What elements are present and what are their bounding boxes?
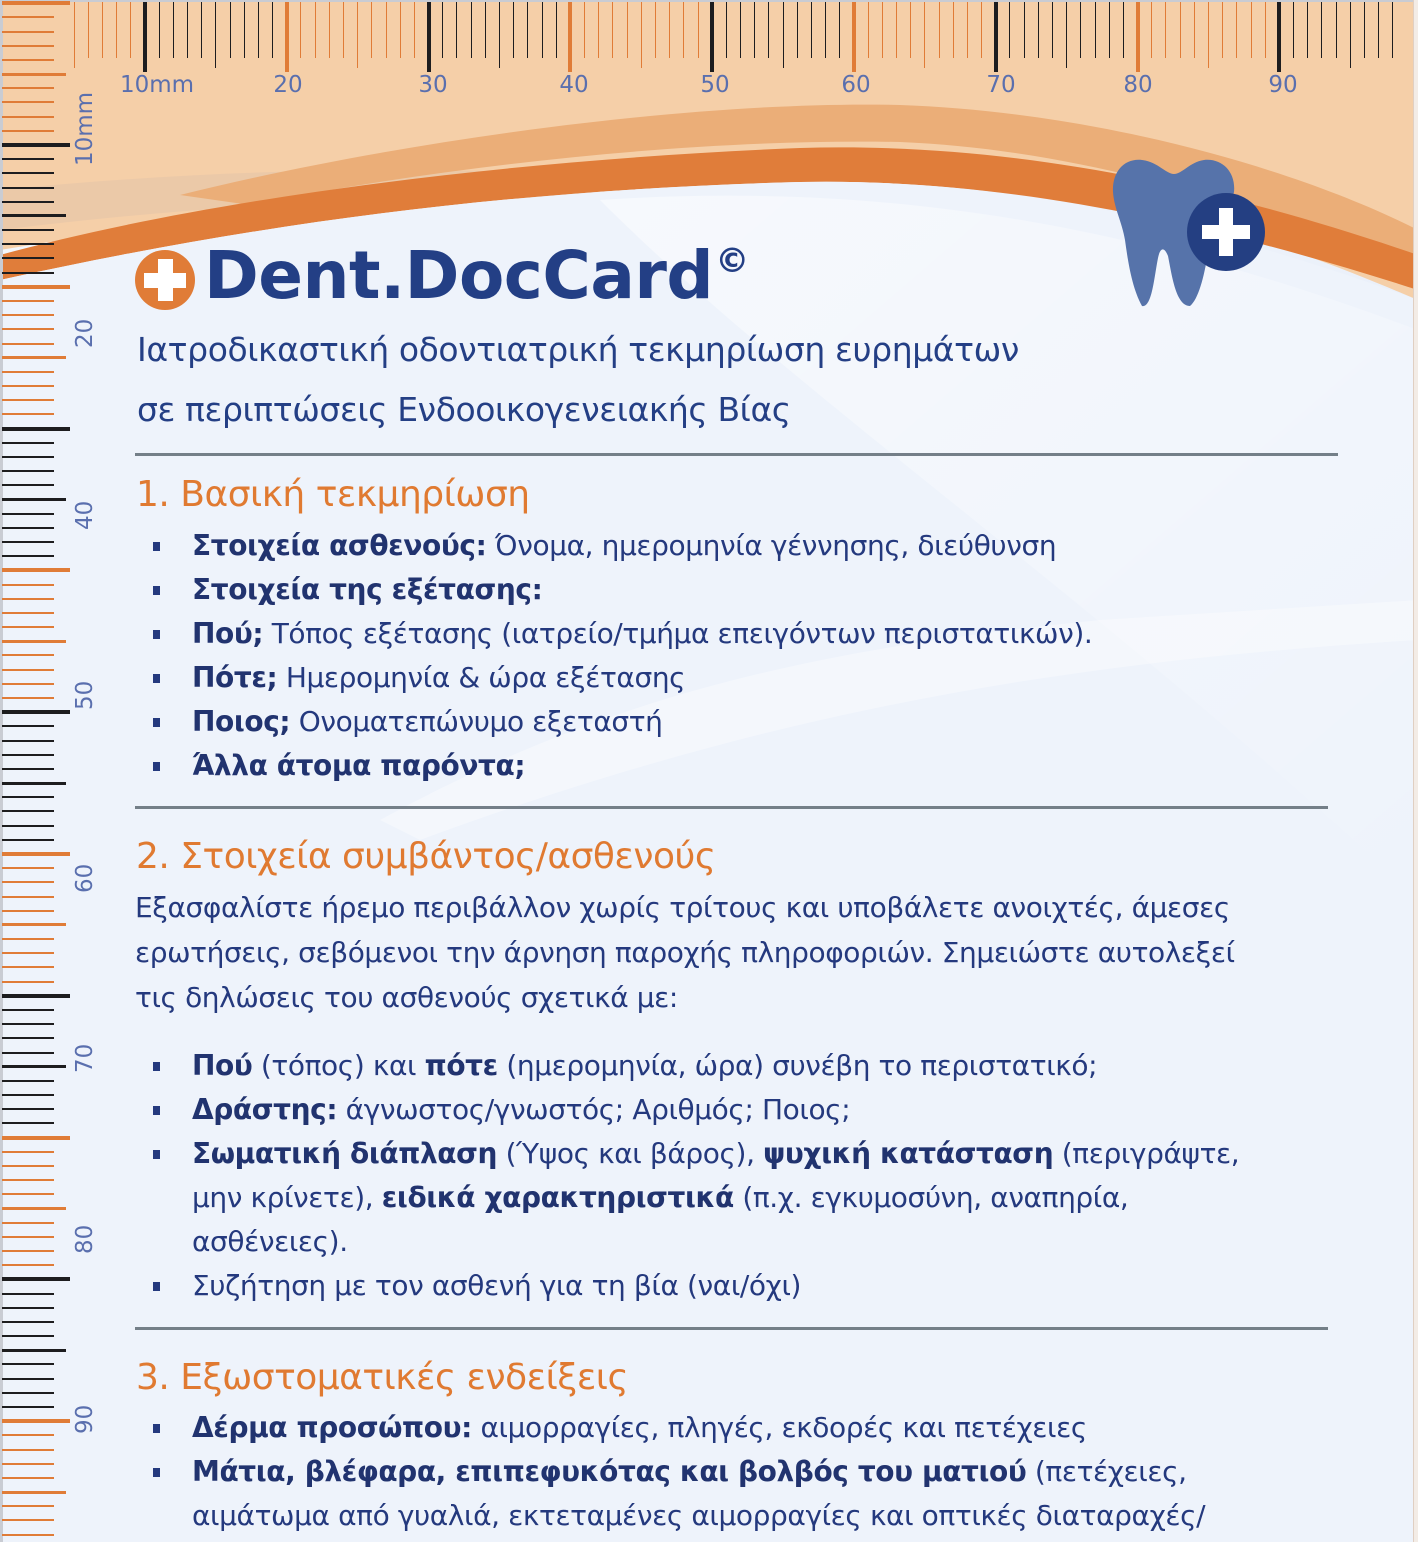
ruler-tick — [2, 825, 54, 827]
bullet-icon — [153, 630, 160, 639]
ruler-tick — [726, 2, 727, 58]
ruler-tick — [1222, 2, 1223, 58]
ruler-tick — [2, 59, 54, 61]
ruler-tick — [924, 2, 925, 68]
ruler-tick — [2, 130, 54, 132]
ruler-tick — [568, 2, 572, 72]
ruler-tick — [2, 484, 54, 486]
ruler-tick — [2, 101, 54, 103]
item-label: Πού; — [192, 617, 264, 650]
ruler-tick — [2, 923, 66, 926]
item-label: Πότε; — [192, 661, 278, 694]
ruler-tick — [2, 1392, 54, 1394]
ruler-tick — [2, 314, 54, 316]
ruler-tick — [2, 371, 54, 373]
ruler-tick — [2, 45, 54, 47]
ruler-tick — [981, 2, 982, 58]
ruler-tick — [584, 2, 585, 58]
item-text: Τόπος εξέτασης (ιατρείο/τμήμα επειγόντων περιστατικών). — [263, 617, 1093, 650]
ruler-tick — [2, 1449, 54, 1451]
ruler-tick — [499, 2, 500, 68]
page-left-border — [0, 0, 3, 1542]
ruler-tick — [471, 2, 472, 58]
ruler-label: 80 — [1123, 72, 1153, 98]
ruler-tick — [2, 1052, 54, 1054]
ruler-tick — [2, 158, 54, 160]
ruler-tick — [2, 1519, 54, 1521]
ruler-tick — [2, 966, 54, 968]
ruler-tick — [1180, 2, 1181, 58]
ruler-tick — [698, 2, 699, 58]
ruler-tick — [88, 2, 89, 58]
ruler-tick — [2, 442, 54, 444]
ruler-label: 60 — [841, 72, 871, 98]
ruler-tick — [953, 2, 954, 58]
separator-2 — [135, 806, 1328, 809]
ruler-tick — [669, 2, 670, 58]
ruler-tick — [2, 1349, 66, 1352]
ruler-tick — [2, 796, 54, 798]
item-text: (ημερομηνία, ώρα) συνέβη το περιστατικό; — [497, 1049, 1098, 1082]
ruler-tick — [300, 2, 301, 58]
ruler-tick — [2, 981, 54, 983]
ruler-label: 50 — [72, 680, 98, 710]
ruler-tick — [1321, 2, 1322, 58]
ruler-tick — [1208, 2, 1209, 68]
list-item — [150, 1264, 1239, 1308]
ruler-tick — [2, 541, 54, 543]
item-label: ψυχική κατάσταση — [763, 1137, 1054, 1170]
ruler-tick — [825, 2, 826, 58]
bullet-icon — [153, 762, 160, 771]
section-3-list — [150, 1406, 1205, 1538]
ruler-tick — [1236, 2, 1237, 58]
ruler-tick — [627, 2, 628, 58]
ruler-tick — [768, 2, 769, 58]
ruler-tick — [315, 2, 316, 58]
ruler-tick — [244, 2, 245, 58]
item-label: Άλλα άτομα παρόντα; — [192, 749, 526, 782]
ruler-tick — [187, 2, 188, 58]
ruler-tick — [258, 2, 259, 58]
ruler-tick — [272, 2, 273, 58]
ruler-tick — [2, 1250, 54, 1252]
ruler-tick — [2, 1009, 54, 1011]
ruler-tick — [1080, 2, 1081, 58]
ruler-tick — [2, 584, 54, 586]
ruler-tick — [1336, 2, 1337, 58]
ruler-tick — [400, 2, 401, 58]
bullet-icon — [153, 1062, 160, 1071]
ruler-tick — [2, 1321, 54, 1323]
ruler-label: 90 — [1268, 72, 1298, 98]
ruler-tick — [527, 2, 528, 58]
bullet-icon — [153, 1282, 160, 1291]
item-text: (περιγράψτε, — [1053, 1137, 1240, 1170]
section-2-title: 2. Στοιχεία συμβάντος/ασθενούς — [136, 836, 716, 877]
item-label: Σωματική διάπλαση — [192, 1137, 498, 1170]
ruler-label: 40 — [559, 72, 589, 98]
paragraph-line: τις δηλώσεις του ασθενούς σχετικά με: — [135, 981, 678, 1014]
ruler-tick — [2, 1037, 54, 1039]
ruler-tick — [159, 2, 160, 58]
list-item — [150, 744, 1092, 788]
ruler-tick — [2, 1434, 54, 1436]
ruler-label: 10mm — [119, 72, 195, 98]
ruler-tick — [2, 31, 54, 33]
ruler-tick — [2, 1136, 70, 1140]
ruler-tick — [2, 1193, 54, 1195]
item-text: Συζήτηση με τον ασθενή για τη βία (ναι/όχι) — [192, 1269, 802, 1302]
ruler-tick — [967, 2, 968, 58]
ruler-tick — [230, 2, 231, 58]
ruler-tick — [2, 1179, 54, 1181]
ruler-tick — [285, 2, 289, 72]
ruler-tick — [1151, 2, 1152, 58]
bullet-icon — [153, 1468, 160, 1477]
page-right-border — [1413, 0, 1418, 1542]
ruler-tick — [2, 300, 54, 302]
ruler-tick — [2, 1165, 54, 1167]
ruler-tick — [2, 669, 54, 671]
ruler-tick — [2, 654, 54, 656]
ruler-tick — [1307, 2, 1308, 58]
ruler-tick — [2, 725, 54, 727]
section-2-paragraph — [135, 885, 1235, 1020]
ruler-tick — [2, 1108, 54, 1110]
bullet-icon — [153, 1150, 160, 1159]
item-text: άγνωστος/γνωστός; Αριθμός; Ποιος; — [337, 1093, 851, 1126]
ruler-tick — [2, 172, 54, 174]
ruler-tick — [754, 2, 755, 58]
separator-3 — [135, 1327, 1328, 1330]
ruler-tick — [143, 2, 147, 72]
ruler-tick — [130, 2, 131, 58]
ruler-tick — [2, 328, 54, 330]
ruler-label: 20 — [72, 318, 98, 348]
paragraph-line: Εξασφαλίστε ήρεμο περιβάλλον χωρίς τρίτους και υποβάλετε ανοιχτές, άμεσες — [135, 891, 1230, 924]
list-item — [150, 612, 1092, 656]
item-label: Δράστης: — [192, 1093, 338, 1126]
ruler-tick — [852, 2, 856, 72]
ruler-tick — [1293, 2, 1294, 58]
list-item — [150, 656, 1092, 700]
ruler-tick — [2, 1534, 54, 1536]
ruler-tick — [2, 73, 66, 76]
ruler-tick — [2, 1094, 54, 1096]
ruler-tick — [2, 683, 54, 685]
item-label: πότε — [424, 1049, 498, 1082]
ruler-tick — [2, 910, 54, 912]
ruler-tick — [2, 568, 70, 572]
section-2-list — [150, 1044, 1239, 1308]
ruler-tick — [2, 527, 54, 529]
ruler-tick — [2, 740, 54, 742]
ruler-tick — [357, 2, 358, 68]
ruler-tick — [2, 612, 54, 614]
item-text: Ονοματεπώνυμο εξεταστή — [290, 705, 663, 738]
ruler-tick — [2, 1080, 54, 1082]
item-label: Πού — [192, 1049, 253, 1082]
item-label: Μάτια, βλέφαρα, επιπεφυκότας και βολβός του ματιού — [192, 1455, 1027, 1488]
ruler-tick — [2, 1406, 54, 1408]
ruler-tick — [2, 1222, 54, 1224]
ruler-tick — [2, 1363, 54, 1365]
ruler-tick — [882, 2, 883, 58]
ruler-tick — [1038, 2, 1039, 58]
ruler-tick — [2, 427, 70, 431]
section-1-list — [150, 524, 1092, 788]
ruler-tick — [783, 2, 784, 68]
ruler-tick — [371, 2, 372, 58]
ruler-tick — [797, 2, 798, 58]
ruler-tick — [1392, 2, 1393, 58]
ruler-tick — [2, 1463, 54, 1465]
paragraph-line: ερωτήσεις, σεβόμενοι την άρνηση παροχής πληροφοριών. Σημειώστε αυτολεξεί — [135, 936, 1235, 969]
ruler-tick — [2, 229, 54, 231]
ruler-tick — [2, 1151, 54, 1153]
item-label: Δέρμα προσώπου: — [192, 1411, 472, 1444]
ruler-tick — [542, 2, 543, 58]
ruler-tick — [556, 2, 557, 58]
ruler-tick — [2, 782, 66, 785]
ruler-label: 10mm — [72, 91, 98, 166]
ruler-tick — [2, 1122, 54, 1124]
ruler-tick — [740, 2, 741, 58]
item-text: μην κρίνετε), — [192, 1181, 382, 1214]
ruler-tick — [343, 2, 344, 58]
ruler-tick — [2, 1236, 54, 1238]
ruler-tick — [939, 2, 940, 58]
ruler-tick — [2, 16, 54, 18]
ruler-tick — [2, 143, 70, 147]
ruler-tick — [1265, 2, 1266, 58]
ruler-tick — [2, 852, 70, 856]
ruler-tick — [1052, 2, 1053, 58]
item-text: (Ύψος και βάρος), — [497, 1137, 764, 1170]
ruler-tick — [513, 2, 514, 58]
ruler-tick — [2, 1264, 54, 1266]
ruler-tick — [1109, 2, 1110, 58]
ruler-tick — [2, 385, 54, 387]
bullet-icon — [153, 586, 160, 595]
section-3-title: 3. Εξωστοματικές ενδείξεις — [136, 1357, 629, 1398]
orange-cross-logo-icon — [135, 250, 195, 310]
ruler-label: 60 — [72, 863, 98, 893]
brand-name: Dent.DocCard — [204, 237, 714, 314]
ruler-tick — [215, 2, 216, 68]
bullet-icon — [153, 1424, 160, 1433]
ruler-tick — [1136, 2, 1140, 72]
ruler-tick — [2, 768, 54, 770]
ruler-tick — [2, 187, 54, 189]
ruler-tick — [1194, 2, 1195, 58]
ruler-tick — [2, 272, 54, 274]
ruler-label: 80 — [72, 1224, 98, 1254]
bullet-icon — [153, 674, 160, 683]
plus-badge-icon — [1187, 193, 1265, 271]
ruler-tick — [2, 214, 66, 217]
item-text: αιμάτωμα από γυαλιά, εκτεταμένες αιμορραγίες και οπτικές διαταραχές/ — [192, 1499, 1206, 1532]
ruler-tick — [2, 952, 54, 954]
ruler-tick — [1350, 2, 1351, 68]
item-label: ειδικά χαρακτηριστικά — [381, 1181, 734, 1214]
ruler-tick — [1364, 2, 1365, 58]
ruler-tick — [612, 2, 613, 58]
bullet-icon — [153, 542, 160, 551]
ruler-tick — [1251, 2, 1252, 58]
ruler-tick — [116, 2, 117, 58]
item-text: (τόπος) και — [252, 1049, 425, 1082]
ruler-tick — [2, 116, 54, 118]
bullet-icon — [153, 1106, 160, 1115]
list-item — [150, 700, 1092, 744]
ruler-label: 90 — [72, 1404, 98, 1434]
ruler-tick — [2, 470, 54, 472]
ruler-tick — [2, 881, 54, 883]
ruler-tick — [683, 2, 684, 58]
top-ruler — [0, 0, 1418, 80]
ruler-tick — [2, 710, 70, 714]
list-item — [150, 1088, 1239, 1132]
list-item — [150, 1450, 1205, 1538]
ruler-tick — [2, 1023, 54, 1025]
separator-1 — [135, 453, 1338, 456]
ruler-tick — [2, 867, 54, 869]
ruler-tick — [329, 2, 330, 58]
ruler-tick — [2, 626, 54, 628]
section-1-title: 1. Βασική τεκμηρίωση — [136, 474, 530, 515]
ruler-tick — [201, 2, 202, 58]
ruler-tick — [910, 2, 911, 58]
bullet-icon — [153, 718, 160, 727]
ruler-tick — [1165, 2, 1166, 58]
ruler-tick — [598, 2, 599, 58]
ruler-tick — [2, 513, 54, 515]
ruler-tick — [655, 2, 656, 58]
ruler-label: 20 — [273, 72, 303, 98]
ruler-label: 70 — [72, 1043, 98, 1073]
ruler-tick — [868, 2, 869, 58]
item-label: Ποιος; — [192, 705, 291, 738]
ruler-tick — [2, 413, 54, 415]
ruler-tick — [2, 456, 54, 458]
ruler-tick — [2, 598, 54, 600]
item-text: Όνομα, ημερομηνία γέννησης, διεύθυνση — [486, 529, 1057, 562]
ruler-tick — [2, 399, 54, 401]
ruler-tick — [1066, 2, 1067, 68]
list-item — [150, 524, 1092, 568]
ruler-tick — [442, 2, 443, 58]
ruler-tick — [2, 1065, 66, 1068]
ruler-tick — [456, 2, 457, 58]
ruler-tick — [427, 2, 431, 72]
ruler-tick — [1378, 2, 1379, 58]
ruler-tick — [2, 1505, 54, 1507]
ruler-tick — [2, 697, 54, 699]
ruler-tick — [2, 87, 54, 89]
ruler-tick — [2, 498, 66, 501]
copyright-mark: © — [715, 241, 749, 281]
ruler-tick — [2, 201, 54, 203]
subtitle-line-2: σε περιπτώσεις Ενδοοικογενειακής Βίας — [137, 390, 791, 429]
item-label: Στοιχεία ασθενούς: — [192, 529, 487, 562]
ruler-tick — [1095, 2, 1096, 58]
ruler-tick — [2, 243, 54, 245]
item-text: Ημερομηνία & ώρα εξέτασης — [277, 661, 686, 694]
item-label: Στοιχεία της εξέτασης: — [192, 573, 543, 606]
ruler-tick — [386, 2, 387, 58]
ruler-tick — [2, 896, 54, 898]
ruler-tick — [2, 754, 54, 756]
ruler-tick — [2, 343, 54, 345]
ruler-tick — [2, 1378, 54, 1380]
ruler-tick — [2, 938, 54, 940]
ruler-tick — [2, 994, 70, 998]
ruler-tick — [2, 839, 54, 841]
ruler-tick — [2, 555, 54, 557]
ruler-tick — [2, 1477, 54, 1479]
ruler-tick — [994, 2, 998, 72]
brand-title — [204, 237, 749, 314]
ruler-tick — [102, 2, 103, 58]
ruler-tick — [74, 2, 75, 68]
ruler-tick — [2, 810, 54, 812]
ruler-tick — [2, 1335, 54, 1337]
ruler-tick — [2, 1491, 66, 1494]
list-item — [150, 568, 1092, 612]
ruler-tick — [839, 2, 840, 58]
ruler-tick — [811, 2, 812, 58]
ruler-tick — [2, 1419, 70, 1423]
ruler-tick — [710, 2, 714, 72]
ruler-tick — [2, 1277, 70, 1281]
ruler-label: 30 — [418, 72, 448, 98]
ruler-tick — [2, 640, 66, 643]
ruler-label: 40 — [72, 500, 98, 530]
ruler-tick — [1123, 2, 1124, 58]
list-item — [150, 1132, 1239, 1264]
ruler-tick — [2, 356, 66, 359]
list-item — [150, 1406, 1205, 1450]
item-text: ασθένειες). — [192, 1225, 348, 1258]
subtitle-line-1: Ιατροδικαστική οδοντιατρική τεκμηρίωση ευρημάτων — [137, 330, 1019, 369]
ruler-tick — [896, 2, 897, 58]
item-text: αιμορραγίες, πληγές, εκδορές και πετέχειες — [471, 1411, 1087, 1444]
ruler-tick — [173, 2, 174, 58]
item-text: (πετέχειες, — [1026, 1455, 1187, 1488]
list-item — [150, 1044, 1239, 1088]
ruler-label: 70 — [986, 72, 1016, 98]
ruler-tick — [1277, 2, 1281, 72]
ruler-tick — [2, 1, 70, 5]
ruler-tick — [414, 2, 415, 58]
ruler-tick — [2, 285, 70, 289]
item-text: (π.χ. εγκυμοσύνη, αναπηρία, — [733, 1181, 1129, 1214]
ruler-tick — [2, 257, 54, 259]
ruler-tick — [641, 2, 642, 68]
ruler-tick — [2, 1307, 54, 1309]
ruler-tick — [485, 2, 486, 58]
ruler-tick — [2, 1293, 54, 1295]
ruler-tick — [1024, 2, 1025, 58]
ruler-tick — [1009, 2, 1010, 58]
ruler-tick — [2, 1207, 66, 1210]
ruler-label: 50 — [700, 72, 730, 98]
